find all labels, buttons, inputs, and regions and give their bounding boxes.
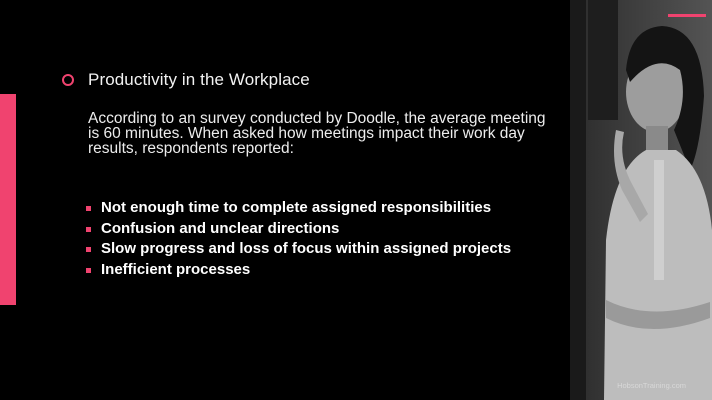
list-item <box>86 219 526 237</box>
list-item <box>86 260 526 278</box>
bullet-list <box>86 201 526 283</box>
slide-heading: Productivity in the Workplace <box>88 70 310 89</box>
footer-credit: HobsonTraining.com <box>617 381 686 390</box>
bullet-text: Not enough time to complete assigned responsibilities <box>101 199 492 216</box>
square-bullet-icon <box>86 247 91 252</box>
ring-bullet-icon <box>62 74 74 86</box>
square-bullet-icon <box>86 227 91 232</box>
list-item <box>86 201 526 216</box>
bullet-text: Inefficient processes <box>101 260 251 278</box>
presenter-photo <box>570 0 712 400</box>
presenter-silhouette-icon <box>570 0 712 400</box>
bullet-text: Confusion and unclear directions <box>101 219 340 237</box>
heading-row <box>62 70 310 90</box>
list-item <box>86 242 526 257</box>
body-paragraph: According to an survey conducted by Doodle, the average meeting is 60 minutes. When asked how meetings impact their work day results, respondents reported: <box>88 110 546 157</box>
bullet-text: Slow progress and loss of focus within assigned projects <box>101 240 512 257</box>
square-bullet-icon <box>86 206 91 211</box>
square-bullet-icon <box>86 268 91 273</box>
left-accent-bar <box>0 94 16 305</box>
top-accent-line <box>668 14 706 17</box>
